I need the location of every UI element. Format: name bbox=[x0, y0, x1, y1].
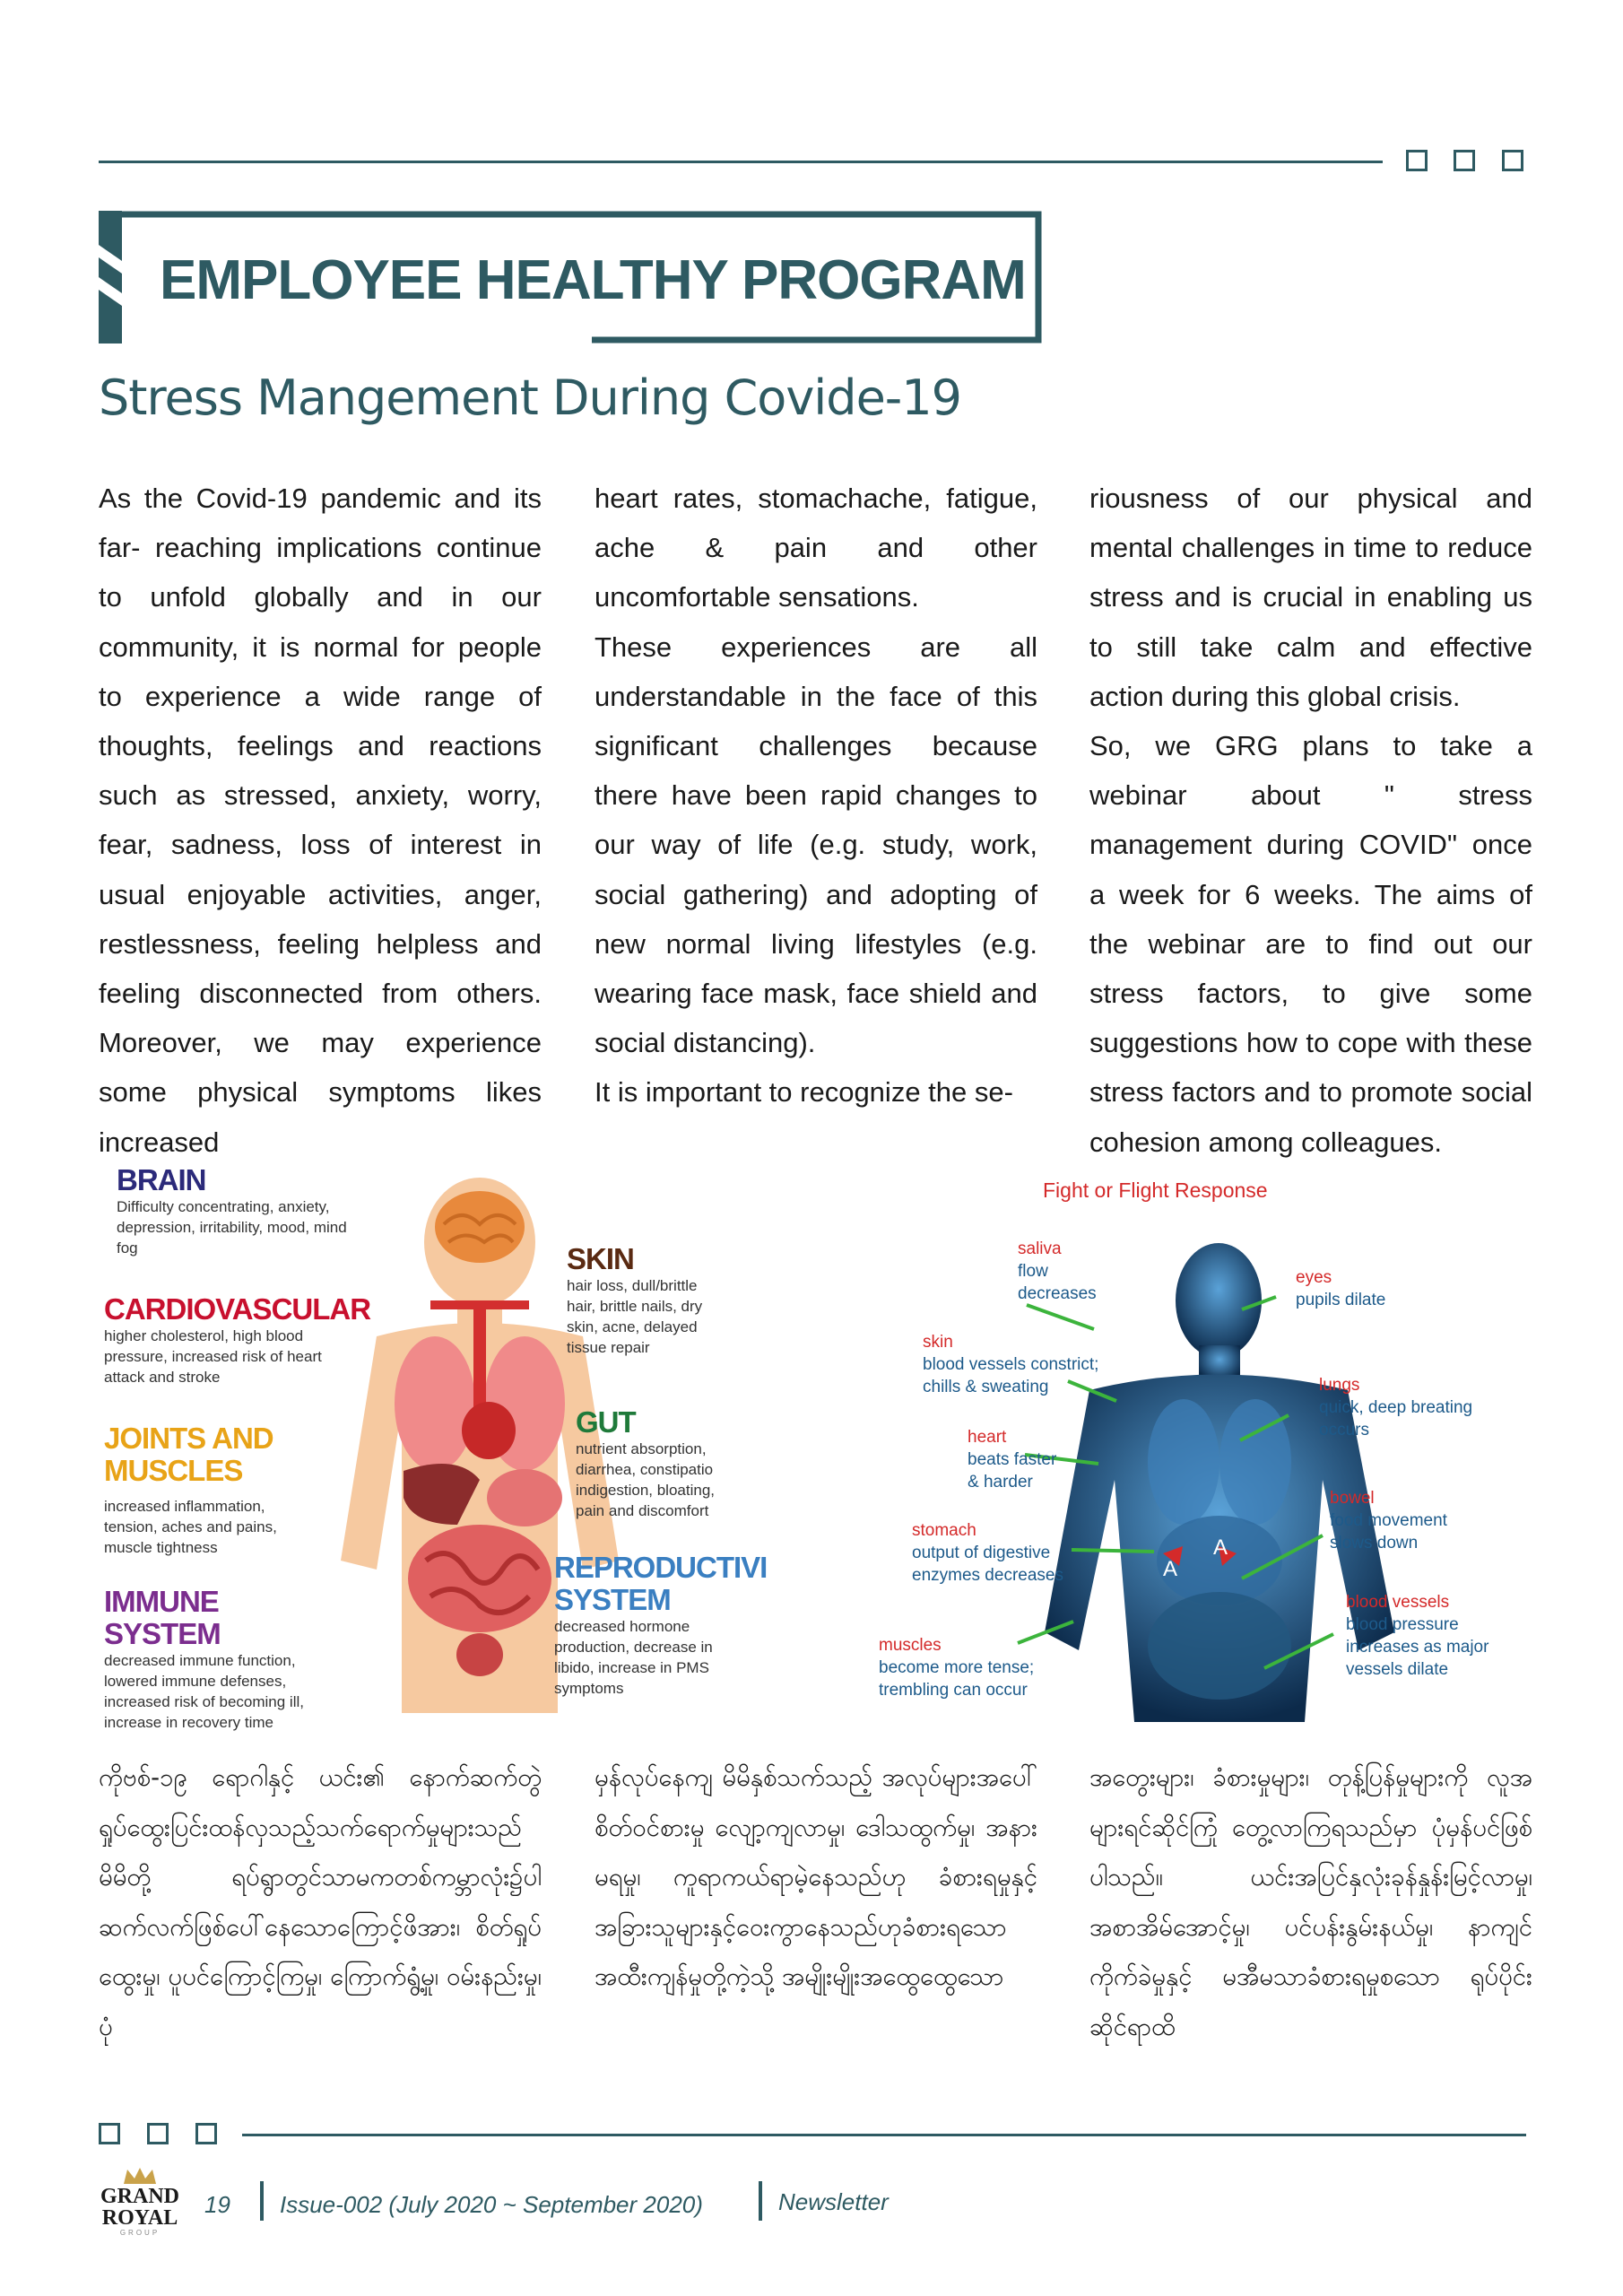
paragraph: It is important to recognize the se- bbox=[595, 1076, 1013, 1109]
cardiovascular-heading: CARDIOVASCULAR bbox=[104, 1292, 371, 1326]
myanmar-column-1: ကိုဗစ်-၁၉ ရောဂါနှင့် ယင်း၏ နောက်ဆက်တွဲ ရှုပ်ထွေးပြင်းထန်လှသည့်သက်ရောက်မှုများသည် မိမိတို့ ရပ်ရွာတွင်သာမကတစ်ကမ္ဘာလုံး၌ပါ ဆက်လက်ဖြစ်ပေါ်နေသောကြောင့်ဖိအား၊ စိတ်ရှုပ်ထွေးမှု၊ ပူပင်ကြောင့်ကြမှု၊ ကြောက်ရွံ့မှု၊ ဝမ်းနည်းမှု၊ ပုံ bbox=[99, 1763, 542, 2041]
joints-heading: JOINTS AND MUSCLES bbox=[104, 1422, 273, 1487]
page-title: EMPLOYEE HEALTHY PROGRAM bbox=[160, 249, 1026, 311]
stomach-text: output of digestive enzymes decreases bbox=[912, 1544, 1063, 1585]
stomach-label bbox=[912, 1519, 1082, 1587]
myanmar-column-3: အတွေးများ၊ ခံစားမှုများ၊ တုန့်ပြန်မှုများကို လူအများရင်ဆိုင်ကြုံ တွေ့လာကြရသည်မှာ ပုံမှန်ပင်ဖြစ်ပါသည်။ ယင်းအပြင်နှလုံးခုန်နှုန်းမြင့်လာမှု၊အစာအိမ်အောင့်မှု၊ ပင်ပန်းနွမ်းနယ်မှု၊ နာကျင်ကိုက်ခဲမှုနှင့် မအီမသာခံစားရမှုစသော ရုပ်ပိုင်းဆိုင်ရာထိ bbox=[1089, 1763, 1532, 2041]
adrenal-mark-left: A bbox=[1163, 1557, 1178, 1581]
reproductive-description: decreased hormone production, decrease in libido, increase in PMS symptoms bbox=[554, 1618, 713, 1697]
lungs-text: quick, deep breating occurs bbox=[1319, 1398, 1473, 1439]
paragraph: As the Covid-19 pandemic and its far- reaching implications continue to unfold globally and in our community, it is normal for people to experience a wide range of thoughts, feelings and reactions such as stressed, anxiety, worry, fear, sadness, loss of interest in usual enjoyable activities, anger, restlessness, feeling helpless and feeling disconnected from others. Moreover, we may experience some physical symptoms likes increased bbox=[99, 483, 542, 1158]
publication-name: Newsletter bbox=[778, 2188, 889, 2215]
gut-description: nutrient absorption, diarrhea, constipatio indigestion, bloating, pain and discomfort bbox=[576, 1440, 716, 1519]
cardiovascular-description: higher cholesterol, high blood pressure, increased risk of heart attack and stroke bbox=[104, 1327, 322, 1386]
footer-divider-1 bbox=[260, 2181, 264, 2221]
grand-royal-logo bbox=[99, 2166, 181, 2238]
brain-label bbox=[117, 1164, 359, 1258]
blood-vessels-label bbox=[1346, 1591, 1516, 1681]
eyes-label bbox=[1296, 1266, 1430, 1311]
top-rule bbox=[99, 161, 1383, 163]
text-column-2 bbox=[595, 474, 1037, 1118]
muscles-text: become more tense; trembling can occur bbox=[879, 1658, 1035, 1700]
brain-heading: BRAIN bbox=[117, 1163, 206, 1196]
immune-heading: IMMUNE SYSTEM bbox=[104, 1585, 221, 1650]
heart-text: beats faster & harder bbox=[968, 1450, 1057, 1492]
page-number: 19 bbox=[204, 2191, 230, 2218]
paragraph: heart rates, stomachache, fatigue, ache & pain and other uncomfortable sensations. bbox=[595, 483, 1037, 613]
skin-label bbox=[567, 1243, 728, 1358]
reproductive-label bbox=[554, 1551, 768, 1699]
saliva-text: flow decreases bbox=[1018, 1262, 1097, 1303]
fight-flight-title: Fight or Flight Response bbox=[1043, 1178, 1268, 1202]
bottom-square-1 bbox=[99, 2123, 120, 2144]
heart-heading: heart bbox=[968, 1428, 1007, 1447]
skin-description: hair loss, dull/brittle hair, brittle nails, dry skin, acne, delayed tissue repair bbox=[567, 1277, 703, 1356]
skin-heading: SKIN bbox=[567, 1242, 634, 1275]
gut-label bbox=[576, 1406, 728, 1521]
muscles-label bbox=[879, 1634, 1049, 1701]
blood-vessels-heading: blood vessels bbox=[1346, 1593, 1450, 1612]
cardiovascular-label bbox=[104, 1292, 371, 1387]
bowel-heading: bowel bbox=[1330, 1489, 1375, 1508]
body-effects-infographic bbox=[99, 1157, 768, 1731]
joints-description: increased inflammation, tension, aches and pains, muscle tightness bbox=[104, 1498, 277, 1556]
crown-icon bbox=[122, 2166, 158, 2186]
heart-label bbox=[968, 1426, 1066, 1493]
fight-flight-infographic bbox=[874, 1166, 1533, 1722]
title-box bbox=[99, 211, 1042, 344]
lungs-label bbox=[1319, 1374, 1498, 1441]
top-square-2 bbox=[1454, 150, 1475, 171]
immune-description: decreased immune function, lowered immune defenses, increased risk of becoming ill, increase in recovery time bbox=[104, 1652, 304, 1731]
bottom-square-2 bbox=[147, 2123, 169, 2144]
bowel-text: food movement slows down bbox=[1330, 1511, 1447, 1552]
adrenal-mark-right: A bbox=[1213, 1535, 1228, 1560]
paragraph: So, we GRG plans to take a webinar about " stress management during COVID" once a week for 6 weeks. The aims of the webinar are to find out our stress factors, to give some suggestions how to cope with these stress factors and to promote social cohesion among colleagues. bbox=[1089, 730, 1532, 1158]
logo-line-2: ROYAL bbox=[101, 2206, 178, 2230]
top-square-1 bbox=[1406, 150, 1428, 171]
muscles-heading: muscles bbox=[879, 1636, 942, 1655]
paragraph: These experiences are all understandable in the face of this significant challenges because there have been rapid changes to our way of life (e.g. study, work, social gathering) and adopting of new normal living lifestyles (e.g. wearing face mask, face shield and social distancing). bbox=[595, 631, 1037, 1059]
immune-label bbox=[104, 1586, 337, 1733]
skin-ff-text: blood vessels constrict; chills & sweating bbox=[923, 1355, 1099, 1396]
saliva-heading: saliva bbox=[1018, 1239, 1062, 1258]
bowel-label bbox=[1330, 1487, 1482, 1554]
bottom-square-3 bbox=[195, 2123, 217, 2144]
footer-divider-2 bbox=[759, 2181, 762, 2221]
logo-line-1: GRAND bbox=[100, 2185, 179, 2208]
gut-heading: GUT bbox=[576, 1405, 636, 1439]
blood-vessels-text: blood pressure increases as major vessels dilate bbox=[1346, 1615, 1489, 1679]
logo-line-3: GROUP bbox=[119, 2229, 161, 2237]
lungs-heading: lungs bbox=[1319, 1376, 1360, 1395]
eyes-text: pupils dilate bbox=[1296, 1291, 1386, 1309]
top-square-3 bbox=[1502, 150, 1523, 171]
issue-info: Issue-002 (July 2020 ~ September 2020) bbox=[280, 2191, 703, 2218]
text-column-1 bbox=[99, 474, 542, 1167]
reproductive-heading: REPRODUCTIVI SYSTEM bbox=[554, 1551, 768, 1616]
bottom-rule bbox=[242, 2134, 1526, 2136]
joints-label bbox=[104, 1422, 301, 1558]
myanmar-column-2: မှန်လုပ်နေကျ မိမိနှစ်သက်သည့် အလုပ်များအပေါ်စိတ်ဝင်စားမှု လျော့ကျလာမှု၊ ဒေါသထွက်မှု၊ အနားမရမှု၊ ကူရာကယ်ရာမဲ့နေသည်ဟု ခံစားရမှုနှင့် အခြားသူများနှင့်ဝေးကွာနေသည်ဟုခံစားရသောအထီးကျန်မှုတို့ကဲ့သို့ အမျိုးမျိုးအထွေထွေသော bbox=[595, 1763, 1037, 1991]
brain-description: Difficulty concentrating, anxiety, depression, irritability, mood, mind fog bbox=[117, 1198, 347, 1257]
skin-ff-label bbox=[923, 1331, 1129, 1398]
article-subtitle: Stress Mangement During Covide-19 bbox=[99, 370, 961, 426]
stomach-heading: stomach bbox=[912, 1521, 976, 1540]
text-column-3 bbox=[1089, 474, 1532, 1167]
eyes-heading: eyes bbox=[1296, 1268, 1332, 1287]
saliva-label bbox=[1018, 1238, 1116, 1305]
skin-ff-heading: skin bbox=[923, 1333, 953, 1352]
paragraph: riousness of our physical and mental challenges in time to reduce stress and is crucial in enabling us to still take calm and effective action during this global crisis. bbox=[1089, 483, 1532, 712]
